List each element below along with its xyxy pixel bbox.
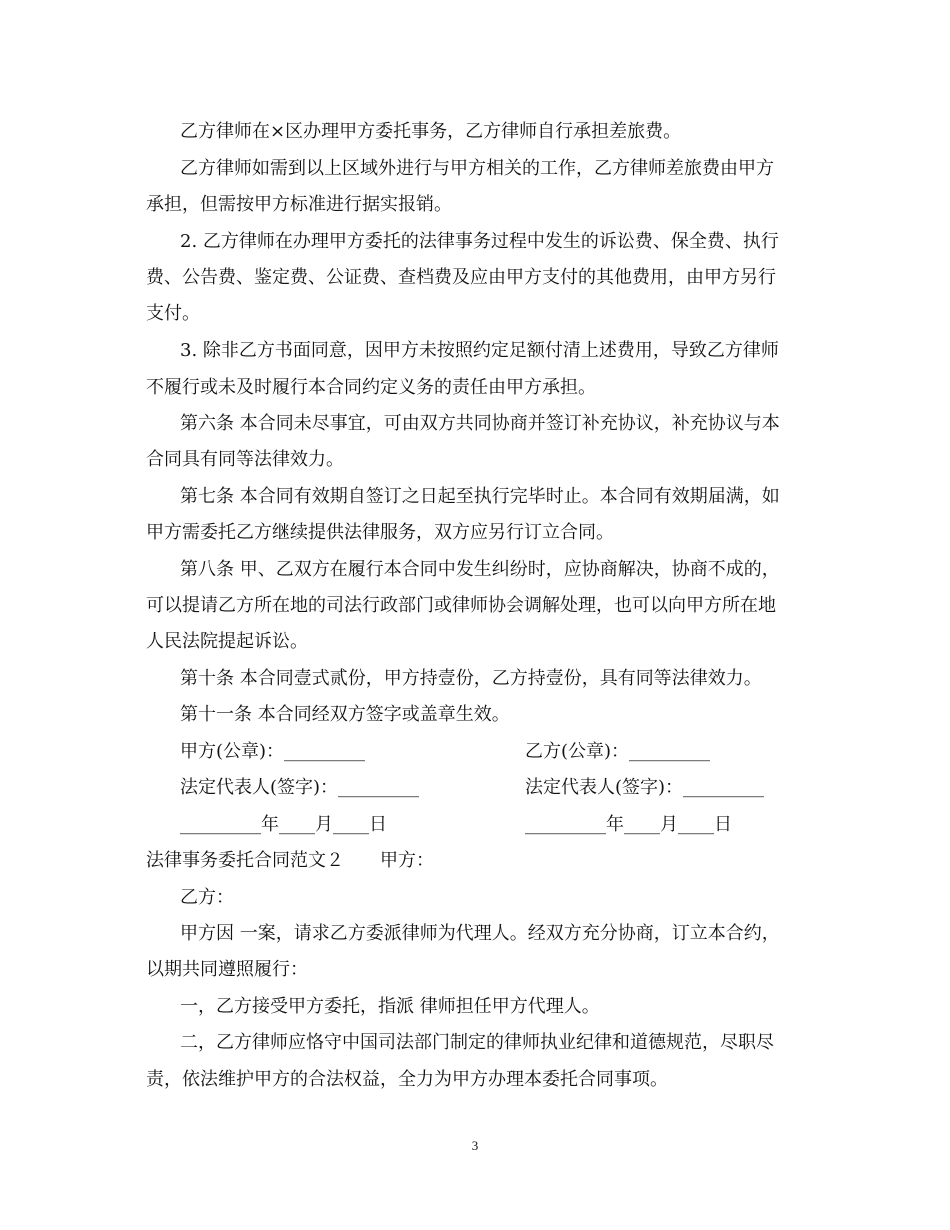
party-a-representative-field: 法定代表人(签字)：_________ [180,777,420,798]
text-line: 以期共同遵照履行： [146,959,308,980]
text-line: 3. 除非乙方书面同意，因甲方未按照约定足额付清上述费用，导致乙方律师 [180,340,779,361]
text-line: 甲方因 一案，请求乙方委派律师为代理人。经双方充分协商，订立本合约， [180,923,780,944]
text-line: 承担，但需按甲方标准进行据实报销。 [146,194,452,215]
party-b-representative-field: 法定代表人(签字)：_________ [525,777,765,798]
text-line: 可以提请乙方所在地的司法行政部门或律师协会调解处理，也可以向甲方所在地 [146,595,776,616]
text-line: 不履行或未及时履行本合同约定义务的责任由甲方承担。 [146,377,596,398]
text-line: 第六条 本合同未尽事宜，可由双方共同协商并签订补充协议，补充协议与本 [180,413,780,434]
text-line: 第十条 本合同壹式贰份，甲方持壹份，乙方持壹份，具有同等法律效力。 [180,668,762,689]
text-line: 责，依法维护甲方的合法权益，全力为甲方办理本委托合同事项。 [146,1069,668,1090]
section-heading: 法律事务委托合同范文２ 甲方： [146,850,434,871]
text-line: 乙方律师在×区办理甲方委托事务，乙方律师自行承担差旅费。 [180,121,682,142]
text-line: 第七条 本合同有效期自签订之日起至执行完毕时止。本合同有效期届满，如 [180,486,780,507]
text-line: 支付。 [146,303,200,324]
text-line: 乙方律师如需到以上区域外进行与甲方相关的工作，乙方律师差旅费由甲方 [180,158,774,179]
party-a-date-field: _________年____月____日 [180,814,387,835]
party-a-seal-field: 甲方(公章)：_________ [180,741,366,762]
page-number: 3 [471,1138,479,1153]
text-line: 2. 乙方律师在办理甲方委托的法律事务过程中发生的诉讼费、保全费、执行 [180,231,779,252]
text-line: 合同具有同等法律效力。 [146,449,344,470]
text-line: 二，乙方律师应恪守中国司法部门制定的律师执业纪律和道德规范，尽职尽 [180,1032,774,1053]
party-b-seal-field: 乙方(公章)：_________ [525,741,711,762]
text-line: 甲方需委托乙方继续提供法律服务，双方应另行订立合同。 [146,522,614,543]
text-line: 第十一条 本合同经双方签字或盖章生效。 [180,704,510,725]
text-line: 第八条 甲、乙双方在履行本合同中发生纠纷时，应协商解决，协商不成的， [180,559,780,580]
text-line: 一，乙方接受甲方委托，指派 律师担任甲方代理人。 [180,996,600,1017]
text-line: 费、公告费、鉴定费、公证费、查档费及应由甲方支付的其他费用，由甲方另行 [146,267,776,288]
party-b-label: 乙方： [180,887,234,908]
text-line: 人民法院提起诉讼。 [146,631,308,652]
party-b-date-field: _________年____月____日 [525,814,732,835]
